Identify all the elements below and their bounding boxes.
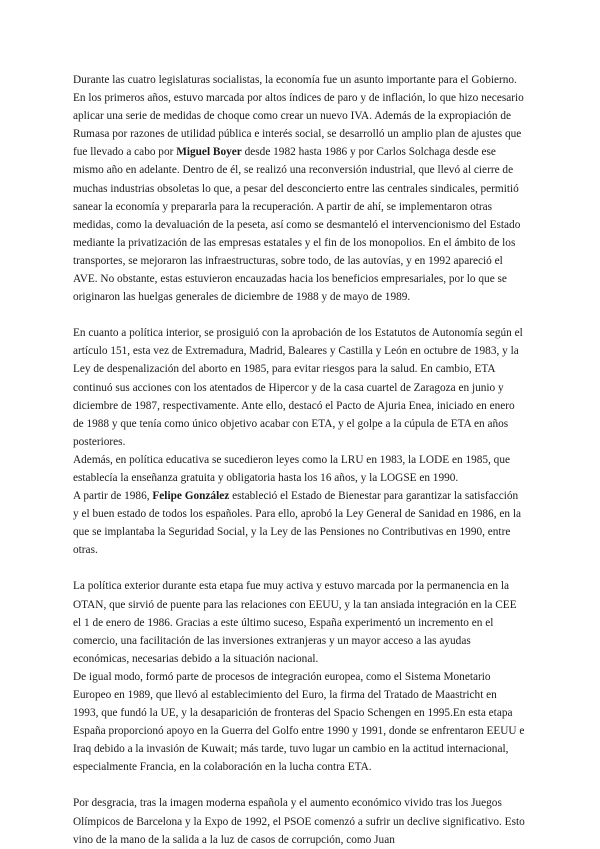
paragraph-gap bbox=[73, 776, 525, 794]
paragraph-economy: Durante las cuatro legislaturas socialistas, la economía fue un asunto importante para el Gobierno. En los primeros años, estuvo marcada por altos índices de paro y de inflación, lo que hizo necesario aplicar una serie de medidas de choque como crear un nuevo IVA. Además de la expropiación de Rumasa por razones de utilidad pública e interés social, se desarrolló un amplio plan de ajustes que fue llevado a cabo por Miguel Boyer desde 1982 hasta 1986 y por Carlos Solchaga desde ese mismo año en adelante. Dentro de él, se realizó una reconversión industrial, que llevó al cierre de muchas industrias obsoletas lo que, a pesar del desconcierto entre las centrales sindicales, permitió sanear la economía y prepararla para la recuperación. A partir de ahí, se implementaron otras medidas, como la devaluación de la peseta, así como se desmanteló el intervencionismo del Estado mediante la privatización de las empresas estatales y el fin de los monopolios. En el ámbito de los transportes, se mejoraron las infraestructuras, sobre todo, de las autovías, y en 1992 apareció el AVE. No obstante, estas estuvieron encauzadas hacia los beneficios empresariales, por lo que se originaron las huelgas generales de diciembre de 1988 y de mayo de 1989. bbox=[73, 74, 524, 304]
document-body bbox=[73, 71, 525, 849]
paragraph-education: Además, en política educativa se sucedieron leyes como la LRU en 1983, la LODE en 1985, que establecía la enseñanza gratuita y obligatoria hasta los 16 años, y la LOGSE en 1990. bbox=[73, 453, 510, 484]
paragraph-foreign-policy: La política exterior durante esta etapa fue muy activa y estuvo marcada por la permanencia en la OTAN, que sirvió de puente para las relaciones con EEUU, y la tan ansiada integración en la CEE el 1 de enero de 1986. Gracias a este último suceso, España experimentó un incremento en el comercio, una facilitación de las inversiones extranjeras y un mayor acceso a las ayudas económicas, necesarias debido a la situación nacional. bbox=[73, 580, 517, 665]
paragraph-decline: Por desgracia, tras la imagen moderna española y el aumento económico vivido tras los Juegos Olímpicos de Barcelona y la Expo de 1992, el PSOE comenzó a sufrir un declive significativo. Esto vino de la mano de la salida a la luz de casos de corrupción, como Juan bbox=[73, 797, 525, 846]
paragraph-european-integration: De igual modo, formó parte de procesos de integración europea, como el Sistema Monetario Europeo en 1989, que llevó al establecimiento del Euro, la firma del Tratado de Maastricht en 1993, que fundó la UE, y la desaparición de fronteras del Spacio Schengen en 1995.En esta etapa España proporcionó apoyo en la Guerra del Golfo entre 1990 y 1991, donde se enfrentaron EEUU e Iraq debido a la invasión de Kuwait; más tarde, tuvo lugar un cambio en la actitud internacional, especialmente Francia, en la colaboración en la lucha contra ETA. bbox=[73, 670, 525, 774]
paragraph-welfare: A partir de 1986, Felipe González estableció el Estado de Bienestar para garantizar la satisfacción y el buen estado de todos los españoles. Para ello, aprobó la Ley General de Sanidad en 1986, en la que se implantaba la Seguridad Social, y la Ley de las Pensiones no Contributivas en 1990, entre otras. bbox=[73, 490, 521, 557]
paragraph-gap bbox=[73, 306, 525, 324]
paragraph-interior-policy: En cuanto a política interior, se prosiguió con la aprobación de los Estatutos de Autonomía según el artículo 151, esta vez de Extremadura, Madrid, Baleares y Castilla y León en octubre de 1983, y la Ley de despenalización del aborto en 1985, para evitar riesgos para la salud. En cambio, ETA continuó sus acciones con los atentados de Hipercor y de la casa cuartel de Zaragoza en junio y diciembre de 1987, respectivamente. Ante ello, destacó el Pacto de Ajuria Enea, iniciado en enero de 1988 y que tenía como único objetivo acabar con ETA, y el golpe a la cúpula de ETA en años posteriores. bbox=[73, 327, 523, 448]
name-miguel-boyer: Miguel Boyer bbox=[176, 146, 242, 159]
paragraph-gap bbox=[73, 559, 525, 577]
name-felipe-gonzalez: Felipe González bbox=[152, 490, 230, 503]
